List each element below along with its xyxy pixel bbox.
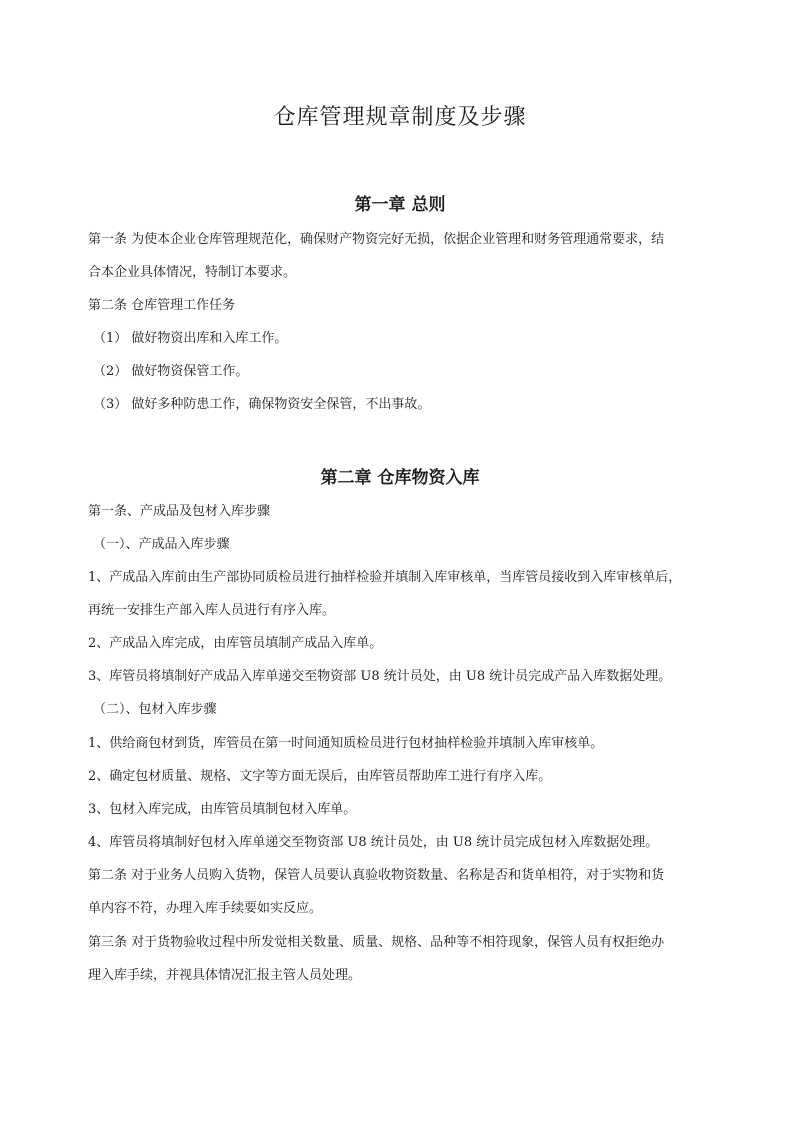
article-heading: 第二条 仓库管理工作任务	[88, 298, 236, 313]
paragraph-line: 合本企业具体情况，特制订本要求。	[88, 265, 297, 280]
chapter-1-heading: 第一章 总则	[354, 195, 446, 215]
paragraph-line: 3、包材入库完成，由库管员填制包材入库单。	[88, 802, 357, 817]
paragraph-line: 2、确定包材质量、规格、文字等方面无误后，由库管员帮助库工进行有序入库。	[88, 769, 552, 784]
document-title: 仓库管理规章制度及步骤	[273, 105, 527, 130]
paragraph-line: 第一条 为使本企业仓库管理规范化，确保财产物资完好无损，依据企业管理和财务管理通常要求，结	[88, 232, 665, 247]
paragraph-line: 单内容不符，办理入库手续要如实反应。	[88, 901, 323, 916]
list-item: （2） 做好物资保管工作。	[93, 364, 249, 379]
chapter-2-heading: 第二章 仓库物资入库	[320, 468, 480, 488]
paragraph-line: 第二条 对于业务人员购入货物，保管人员要认真验收物资数量、名称是否和货单相符，对于实物和货	[88, 868, 665, 883]
article-heading: 第一条、产成品及包材入库步骤	[88, 504, 271, 519]
section-heading: （二）、包材入库步骤	[93, 702, 217, 717]
paragraph-line: 3、库管员将填制好产成品入库单递交至物资部 U8 统计员处，由 U8 统计员完成产品入库数据处理。	[88, 669, 672, 684]
paragraph-line: 再统一安排生产部入库人员进行有序入库。	[88, 603, 336, 618]
paragraph-line: 第三条 对于货物验收过程中所发觉相关数量、质量、规格、品种等不相符现象，保管人员有权拒绝办	[88, 935, 665, 950]
paragraph-line: 4、库管员将填制好包材入库单递交至物资部 U8 统计员处，由 U8 统计员完成包材入库数据处理。	[88, 835, 659, 850]
list-item: （3） 做好多种防患工作，确保物资安全保管，不出事故。	[93, 397, 431, 412]
paragraph-line: 1、供给商包材到货，库管员在第一时间通知质检员进行包材抽样检验并填制入库审核单。	[88, 736, 604, 751]
list-item: （1） 做好物资出库和入库工作。	[93, 331, 288, 346]
paragraph-line: 理入库手续，并视具体情况汇报主管人员处理。	[88, 968, 362, 983]
paragraph-line: 1、产成品入库前由生产部协同质检员进行抽样检验并填制入库审核单，当库管员接收到入库审核单后，	[88, 570, 682, 585]
paragraph-line: 2、产成品入库完成，由库管员填制产成品入库单。	[88, 636, 383, 651]
section-heading: （一）、产成品入库步骤	[93, 537, 230, 552]
